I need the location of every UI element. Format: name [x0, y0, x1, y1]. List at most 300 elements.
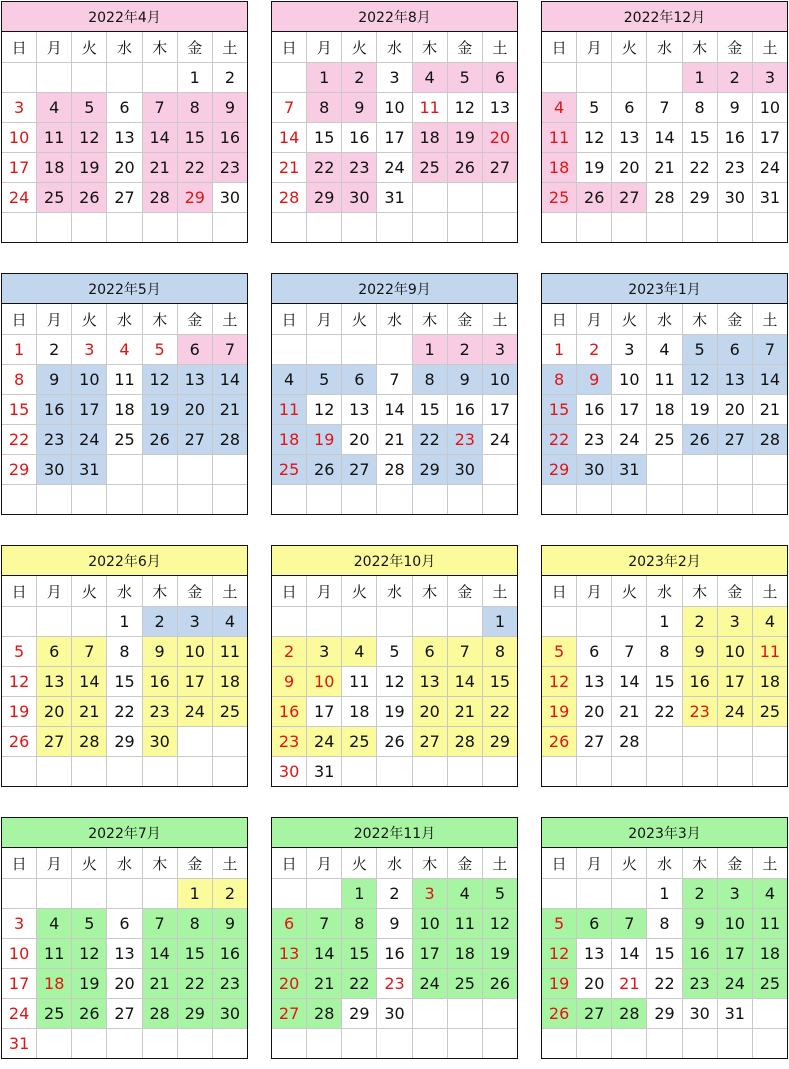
day-cell: 29	[2, 455, 37, 485]
weekday-header: 火	[612, 304, 647, 335]
day-cell: 10	[2, 939, 37, 969]
empty-cell	[717, 757, 752, 787]
day-cell: 11	[212, 637, 247, 667]
empty-cell	[377, 485, 412, 515]
day-cell: 2	[37, 335, 72, 365]
empty-cell	[752, 455, 787, 485]
day-cell: 25	[272, 455, 307, 485]
day-cell: 2	[682, 607, 717, 637]
empty-cell	[682, 757, 717, 787]
day-cell: 9	[342, 93, 377, 123]
day-cell: 14	[307, 939, 342, 969]
day-cell: 30	[717, 183, 752, 213]
day-cell: 16	[682, 667, 717, 697]
weekday-header: 金	[177, 848, 212, 879]
day-cell: 15	[412, 395, 447, 425]
day-cell: 28	[142, 183, 177, 213]
day-cell: 6	[612, 93, 647, 123]
day-cell: 23	[717, 153, 752, 183]
day-cell: 31	[717, 999, 752, 1029]
day-cell: 5	[447, 63, 482, 93]
day-cell: 20	[612, 153, 647, 183]
day-cell: 25	[412, 153, 447, 183]
day-cell: 9	[682, 909, 717, 939]
empty-cell	[752, 757, 787, 787]
day-cell: 8	[412, 365, 447, 395]
day-cell: 15	[107, 667, 142, 697]
weekday-header: 日	[272, 304, 307, 335]
empty-cell	[107, 879, 142, 909]
day-cell: 11	[37, 939, 72, 969]
empty-cell	[212, 727, 247, 757]
day-cell: 17	[307, 697, 342, 727]
empty-cell	[2, 879, 37, 909]
month-calendar	[541, 273, 788, 515]
day-cell: 2	[142, 607, 177, 637]
month-title: 2022年4月	[2, 2, 248, 32]
day-cell: 27	[412, 727, 447, 757]
day-cell: 7	[612, 637, 647, 667]
weekday-header: 月	[577, 576, 612, 607]
day-cell: 7	[307, 909, 342, 939]
day-cell: 20	[177, 395, 212, 425]
empty-cell	[72, 607, 107, 637]
empty-cell	[212, 485, 247, 515]
weekday-header: 土	[212, 32, 247, 63]
day-cell: 4	[107, 335, 142, 365]
day-cell: 3	[482, 335, 517, 365]
day-cell: 28	[377, 455, 412, 485]
day-cell: 1	[412, 335, 447, 365]
empty-cell	[272, 63, 307, 93]
day-cell: 25	[647, 425, 682, 455]
weekday-header: 土	[212, 304, 247, 335]
day-cell: 21	[142, 969, 177, 999]
day-cell: 3	[307, 637, 342, 667]
month-calendar	[1, 1, 248, 243]
empty-cell	[542, 63, 577, 93]
empty-cell	[752, 999, 787, 1029]
day-cell: 9	[717, 93, 752, 123]
empty-cell	[307, 335, 342, 365]
day-cell: 5	[577, 93, 612, 123]
day-cell: 16	[682, 939, 717, 969]
day-cell: 11	[412, 93, 447, 123]
day-cell: 10	[72, 365, 107, 395]
day-cell: 2	[272, 637, 307, 667]
day-cell: 25	[752, 697, 787, 727]
day-cell: 16	[272, 697, 307, 727]
day-cell: 13	[107, 939, 142, 969]
day-cell: 7	[212, 335, 247, 365]
day-cell: 28	[647, 183, 682, 213]
day-cell: 28	[447, 727, 482, 757]
day-cell: 11	[37, 123, 72, 153]
empty-cell	[342, 1029, 377, 1059]
day-cell: 30	[142, 727, 177, 757]
empty-cell	[377, 335, 412, 365]
day-cell: 8	[307, 93, 342, 123]
day-cell: 4	[342, 637, 377, 667]
month-table	[271, 273, 518, 515]
day-cell: 26	[377, 727, 412, 757]
day-cell: 3	[717, 607, 752, 637]
empty-cell	[612, 1029, 647, 1059]
weekday-header: 金	[177, 576, 212, 607]
day-cell: 4	[752, 607, 787, 637]
day-cell: 20	[577, 697, 612, 727]
empty-cell	[577, 63, 612, 93]
day-cell: 4	[212, 607, 247, 637]
day-cell: 12	[577, 123, 612, 153]
day-cell: 3	[377, 63, 412, 93]
day-cell: 5	[542, 637, 577, 667]
day-cell: 23	[212, 153, 247, 183]
empty-cell	[37, 607, 72, 637]
month-title: 2022年11月	[272, 818, 518, 848]
day-cell: 22	[647, 697, 682, 727]
day-cell: 25	[752, 969, 787, 999]
day-cell: 22	[177, 969, 212, 999]
day-cell: 18	[107, 395, 142, 425]
day-cell: 6	[412, 637, 447, 667]
day-cell: 12	[482, 909, 517, 939]
day-cell: 2	[717, 63, 752, 93]
weekday-header: 金	[177, 32, 212, 63]
weekday-header: 月	[577, 304, 612, 335]
day-cell: 11	[272, 395, 307, 425]
day-cell: 11	[342, 667, 377, 697]
day-cell: 9	[682, 637, 717, 667]
day-cell: 27	[577, 727, 612, 757]
empty-cell	[447, 757, 482, 787]
day-cell: 26	[72, 183, 107, 213]
day-cell: 28	[272, 183, 307, 213]
empty-cell	[482, 1029, 517, 1059]
empty-cell	[2, 63, 37, 93]
day-cell: 7	[612, 909, 647, 939]
day-cell: 4	[412, 63, 447, 93]
empty-cell	[37, 213, 72, 243]
day-cell: 24	[412, 969, 447, 999]
empty-cell	[212, 757, 247, 787]
day-cell: 1	[542, 335, 577, 365]
day-cell: 14	[447, 667, 482, 697]
day-cell: 27	[107, 183, 142, 213]
day-cell: 26	[142, 425, 177, 455]
day-cell: 23	[682, 697, 717, 727]
empty-cell	[612, 63, 647, 93]
day-cell: 8	[682, 93, 717, 123]
day-cell: 23	[272, 727, 307, 757]
day-cell: 31	[612, 455, 647, 485]
weekday-header: 土	[482, 32, 517, 63]
weekday-header: 火	[612, 576, 647, 607]
empty-cell	[752, 213, 787, 243]
day-cell: 1	[647, 607, 682, 637]
empty-cell	[37, 757, 72, 787]
empty-cell	[107, 455, 142, 485]
empty-cell	[177, 455, 212, 485]
weekday-header: 木	[142, 576, 177, 607]
day-cell: 4	[447, 879, 482, 909]
day-cell: 13	[612, 123, 647, 153]
weekday-header: 木	[412, 576, 447, 607]
day-cell: 12	[542, 667, 577, 697]
day-cell: 16	[212, 939, 247, 969]
empty-cell	[2, 607, 37, 637]
day-cell: 22	[107, 697, 142, 727]
weekday-header: 月	[577, 32, 612, 63]
empty-cell	[307, 485, 342, 515]
weekday-header: 月	[37, 304, 72, 335]
day-cell: 28	[212, 425, 247, 455]
weekday-header: 火	[612, 32, 647, 63]
day-cell: 23	[682, 969, 717, 999]
day-cell: 15	[682, 123, 717, 153]
day-cell: 17	[72, 395, 107, 425]
day-cell: 20	[577, 969, 612, 999]
empty-cell	[682, 455, 717, 485]
weekday-header: 土	[212, 848, 247, 879]
empty-cell	[177, 213, 212, 243]
day-cell: 9	[142, 637, 177, 667]
weekday-header: 火	[72, 848, 107, 879]
empty-cell	[142, 213, 177, 243]
day-cell: 14	[142, 939, 177, 969]
empty-cell	[482, 183, 517, 213]
empty-cell	[577, 485, 612, 515]
empty-cell	[577, 213, 612, 243]
day-cell: 29	[107, 727, 142, 757]
weekday-header: 日	[272, 848, 307, 879]
month-table	[1, 273, 248, 515]
day-cell: 15	[307, 123, 342, 153]
day-cell: 29	[342, 999, 377, 1029]
day-cell: 18	[37, 969, 72, 999]
day-cell: 25	[342, 727, 377, 757]
day-cell: 6	[577, 909, 612, 939]
empty-cell	[142, 485, 177, 515]
empty-cell	[412, 999, 447, 1029]
day-cell: 6	[107, 93, 142, 123]
day-cell: 24	[377, 153, 412, 183]
empty-cell	[272, 1029, 307, 1059]
day-cell: 21	[72, 697, 107, 727]
day-cell: 24	[2, 999, 37, 1029]
day-cell: 25	[37, 999, 72, 1029]
empty-cell	[647, 1029, 682, 1059]
empty-cell	[342, 607, 377, 637]
day-cell: 8	[177, 93, 212, 123]
day-cell: 10	[717, 909, 752, 939]
day-cell: 16	[377, 939, 412, 969]
empty-cell	[717, 727, 752, 757]
day-cell: 26	[577, 183, 612, 213]
weekday-header: 土	[482, 304, 517, 335]
day-cell: 23	[447, 425, 482, 455]
day-cell: 16	[37, 395, 72, 425]
empty-cell	[307, 607, 342, 637]
day-cell: 24	[72, 425, 107, 455]
empty-cell	[72, 1029, 107, 1059]
day-cell: 25	[107, 425, 142, 455]
day-cell: 3	[412, 879, 447, 909]
day-cell: 6	[342, 365, 377, 395]
day-cell: 13	[577, 939, 612, 969]
day-cell: 20	[107, 153, 142, 183]
day-cell: 22	[177, 153, 212, 183]
empty-cell	[577, 879, 612, 909]
day-cell: 30	[377, 999, 412, 1029]
day-cell: 4	[647, 335, 682, 365]
day-cell: 25	[212, 697, 247, 727]
day-cell: 5	[482, 879, 517, 909]
day-cell: 18	[647, 395, 682, 425]
day-cell: 29	[682, 183, 717, 213]
day-cell: 2	[342, 63, 377, 93]
day-cell: 20	[107, 969, 142, 999]
month-table	[541, 1, 788, 243]
day-cell: 5	[377, 637, 412, 667]
empty-cell	[272, 485, 307, 515]
day-cell: 24	[482, 425, 517, 455]
empty-cell	[212, 1029, 247, 1059]
day-cell: 13	[272, 939, 307, 969]
weekday-header: 月	[37, 32, 72, 63]
weekday-header: 水	[377, 848, 412, 879]
day-cell: 13	[342, 395, 377, 425]
weekday-header: 火	[342, 848, 377, 879]
empty-cell	[412, 607, 447, 637]
weekday-header: 月	[37, 848, 72, 879]
day-cell: 19	[72, 969, 107, 999]
weekday-header: 木	[142, 848, 177, 879]
day-cell: 4	[37, 909, 72, 939]
day-cell: 2	[377, 879, 412, 909]
empty-cell	[612, 213, 647, 243]
day-cell: 20	[717, 395, 752, 425]
day-cell: 12	[542, 939, 577, 969]
day-cell: 8	[482, 637, 517, 667]
month-calendar	[541, 1, 788, 243]
day-cell: 7	[142, 93, 177, 123]
day-cell: 17	[612, 395, 647, 425]
weekday-header: 水	[377, 576, 412, 607]
empty-cell	[107, 485, 142, 515]
day-cell: 3	[752, 63, 787, 93]
empty-cell	[142, 757, 177, 787]
empty-cell	[377, 607, 412, 637]
empty-cell	[72, 879, 107, 909]
day-cell: 9	[272, 667, 307, 697]
empty-cell	[682, 727, 717, 757]
day-cell: 12	[377, 667, 412, 697]
day-cell: 6	[177, 335, 212, 365]
day-cell: 9	[212, 909, 247, 939]
empty-cell	[272, 607, 307, 637]
day-cell: 22	[342, 969, 377, 999]
weekday-header: 月	[307, 32, 342, 63]
day-cell: 15	[342, 939, 377, 969]
day-cell: 19	[482, 939, 517, 969]
empty-cell	[412, 183, 447, 213]
month-title: 2022年12月	[542, 2, 788, 32]
day-cell: 27	[717, 425, 752, 455]
month-table	[541, 817, 788, 1059]
day-cell: 14	[752, 365, 787, 395]
day-cell: 16	[447, 395, 482, 425]
empty-cell	[107, 1029, 142, 1059]
month-table	[1, 1, 248, 243]
empty-cell	[272, 213, 307, 243]
day-cell: 27	[272, 999, 307, 1029]
day-cell: 12	[682, 365, 717, 395]
day-cell: 10	[2, 123, 37, 153]
day-cell: 8	[107, 637, 142, 667]
day-cell: 26	[542, 727, 577, 757]
day-cell: 21	[752, 395, 787, 425]
day-cell: 9	[447, 365, 482, 395]
empty-cell	[412, 485, 447, 515]
empty-cell	[377, 1029, 412, 1059]
day-cell: 22	[647, 969, 682, 999]
day-cell: 15	[542, 395, 577, 425]
weekday-header: 火	[342, 304, 377, 335]
month-table	[541, 273, 788, 515]
day-cell: 22	[412, 425, 447, 455]
day-cell: 4	[37, 93, 72, 123]
weekday-header: 火	[612, 848, 647, 879]
weekday-header: 日	[2, 848, 37, 879]
empty-cell	[72, 63, 107, 93]
day-cell: 27	[482, 153, 517, 183]
weekday-header: 土	[752, 32, 787, 63]
empty-cell	[377, 213, 412, 243]
day-cell: 1	[107, 607, 142, 637]
day-cell: 23	[342, 153, 377, 183]
day-cell: 19	[307, 425, 342, 455]
day-cell: 26	[72, 999, 107, 1029]
day-cell: 26	[447, 153, 482, 183]
day-cell: 2	[212, 879, 247, 909]
weekday-header: 水	[107, 32, 142, 63]
day-cell: 29	[542, 455, 577, 485]
empty-cell	[177, 485, 212, 515]
day-cell: 10	[612, 365, 647, 395]
weekday-header: 水	[647, 576, 682, 607]
day-cell: 7	[447, 637, 482, 667]
day-cell: 8	[647, 637, 682, 667]
day-cell: 15	[2, 395, 37, 425]
empty-cell	[177, 727, 212, 757]
month-calendar	[1, 545, 248, 787]
day-cell: 22	[2, 425, 37, 455]
weekday-header: 木	[682, 848, 717, 879]
day-cell: 11	[542, 123, 577, 153]
day-cell: 8	[2, 365, 37, 395]
month-title: 2022年10月	[272, 546, 518, 576]
empty-cell	[412, 1029, 447, 1059]
empty-cell	[577, 757, 612, 787]
day-cell: 24	[307, 727, 342, 757]
empty-cell	[2, 485, 37, 515]
day-cell: 28	[612, 727, 647, 757]
day-cell: 20	[272, 969, 307, 999]
day-cell: 14	[377, 395, 412, 425]
empty-cell	[342, 335, 377, 365]
weekday-header: 日	[542, 576, 577, 607]
